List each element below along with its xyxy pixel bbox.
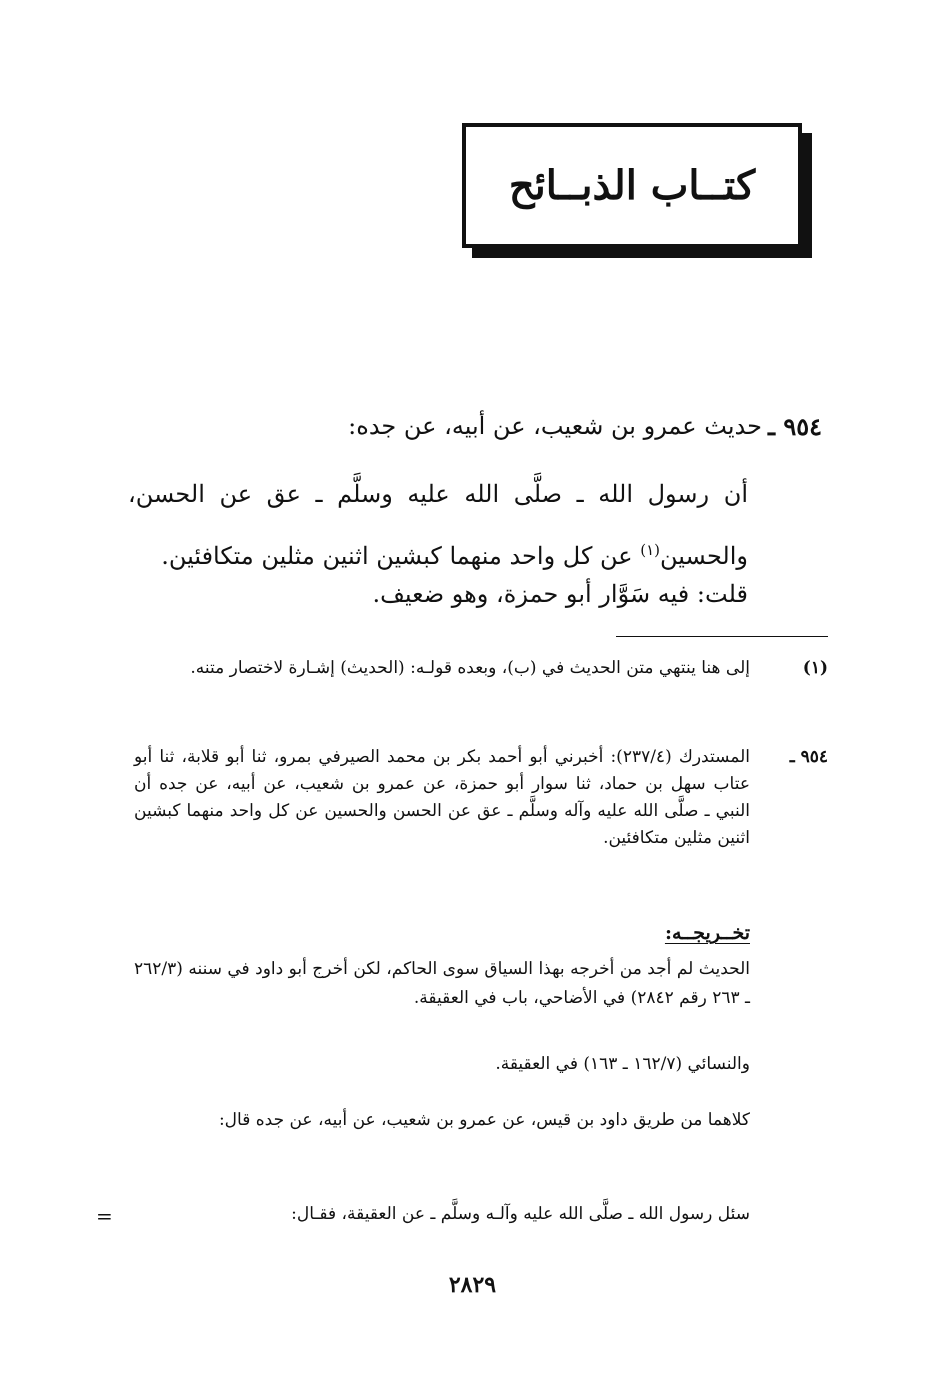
hadith-number: ٩٥٤ ـ [767,412,822,441]
page-number: ٢٨٢٩ [448,1272,497,1298]
commentary [134,744,828,852]
footnote [134,655,828,682]
footnote-separator [616,636,828,637]
remark-text: فيه سَوَّار أبو حمزة، وهو ضعيف. [372,580,690,608]
footnote-marker: (١) [802,658,828,678]
commentary-text: المستدرك (٢٣٧/٤): أخبرني أبو أحمد بكر بن محمد الصيرفي بمرو، ثنا أبو قلابة، ثنا أبو عتاب سهل بن حماد، ثنا سوار أبو حمزة، عن عمرو بن شعيب، عن أبيه، عن جده أن النبي ـ صلَّى الله عليه وآله وسلَّم ـ عق عن الحسن والحسين عن كل واحد منهما كبشين اثنين مثلين متكافئين. [134,747,750,848]
takhrij-paragraph: والنسائي (١٦٢/٧ ـ ١٦٣) في العقيقة. [495,1054,750,1074]
hadith-heading [348,412,822,441]
takhrij-paragraph: الحديث لم أجد من أخرجه بهذا السياق سوى الحاكم، لكن أخرج أبو داود في سننه (٢٦٢/٣ ـ ٢٦٣ رقم ٢٨٤٢) في الأضاحي، باب في العقيقة. [134,959,750,1008]
takhrij-heading: تخــريجــه: [664,922,750,944]
remark-label: قلت: [696,580,748,608]
hadith-isnad: حديث عمرو بن شعيب، عن أبيه، عن جده: [348,412,762,440]
hadith-matn [128,466,748,584]
takhrij-paragraph: كلاهما من طريق داود بن قيس، عن عمرو بن شعيب، عن أبيه، عن جده قال: [218,1110,750,1130]
author-remark [372,580,748,608]
footnote-reference: (١) [640,541,661,559]
matn-text-part1: أن رسول الله ـ صلَّى الله عليه وسلَّم ـ عق عن الحسن، والحسين [128,480,748,570]
footnote-text: إلى هنا ينتهي متن الحديث في (ب)، وبعده قولـه: (الحديث) إشـارة لاختصار متنه. [190,658,750,678]
chapter-title: كتــاب الذبــائح [508,162,756,209]
continuation-mark: = [96,1204,113,1228]
commentary-marker: ٩٥٤ ـ [789,747,828,767]
chapter-title-box [462,123,802,248]
matn-text-part2: عن كل واحد منهما كبشين اثنين مثلين متكافئين. [161,542,641,570]
takhrij-paragraph: سئل رسول الله ـ صلَّى الله عليه وآلـه وسلَّم ـ عن العقيقة، فقـال: [291,1204,750,1224]
